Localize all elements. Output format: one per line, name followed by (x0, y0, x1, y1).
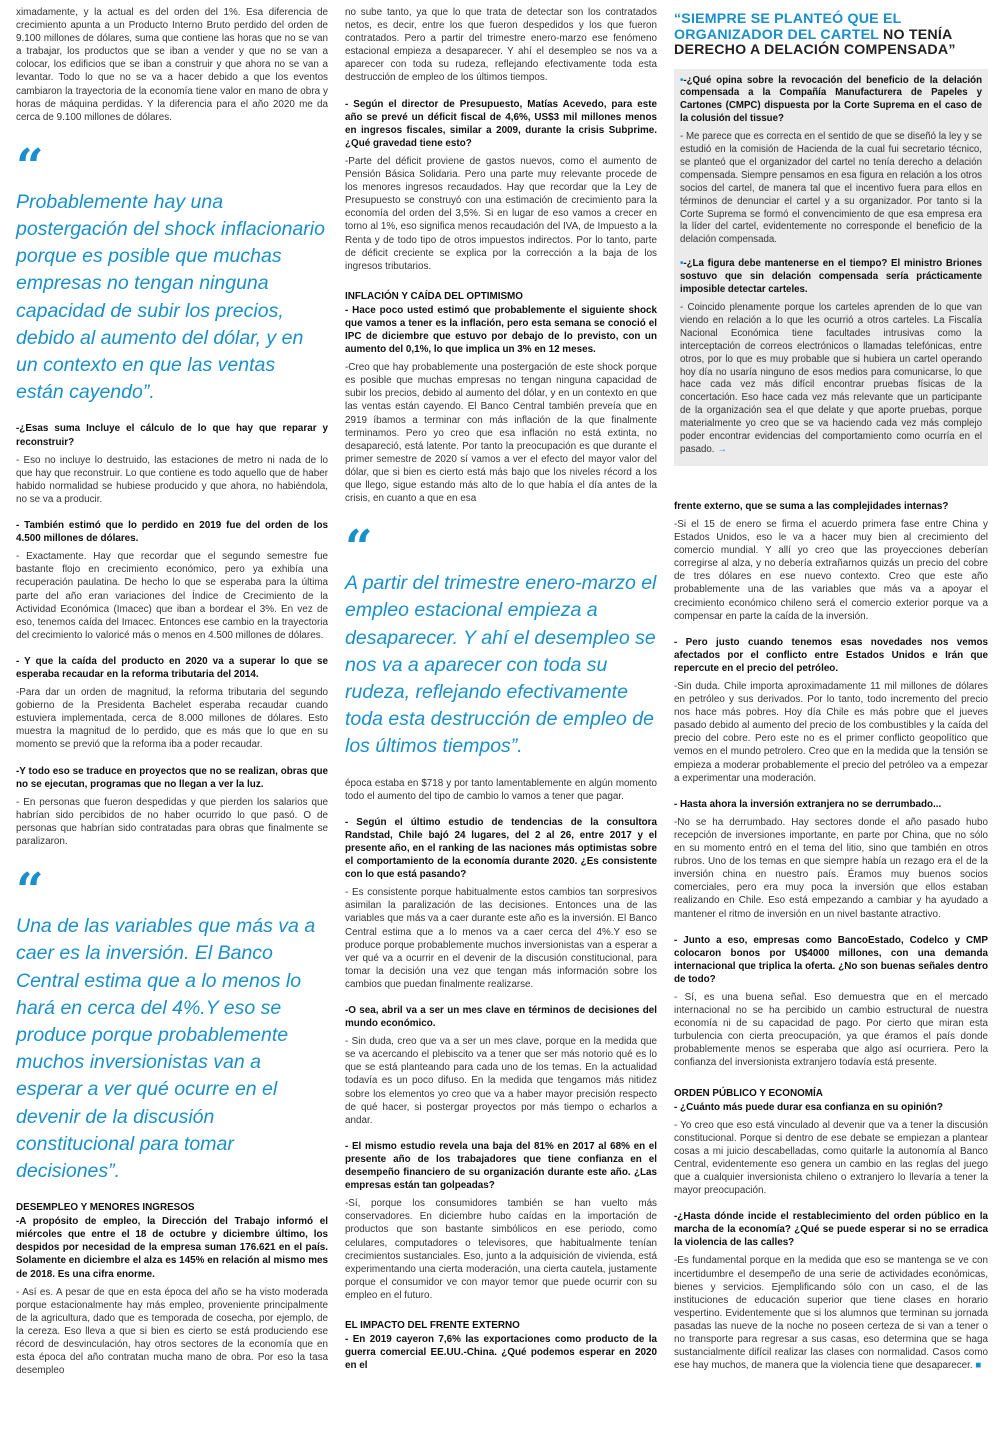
answer: - Sin duda, creo que va a ser un mes clave, porque en la medida que se va acercando el plebiscito va a tener que ser más notorio qué es lo que se está planteando para cada uno de los temas. En la actualidad todavía es un poco difuso. En la medida que tengamos más nitidez sobre los elementos yo creo que va a haber mayor precisión respecto de qué hacer, si postergar proyectos por más tiempo o echarlos a andar. (345, 1036, 657, 1126)
answer: -Creo que hay probablemente una postergación de este shock porque es posible que muchas empresas no tengan ninguna capacidad de subir los precios, debido al aumento del dólar, y en un contexto en que las ventas están cayendo. El Banco Central también preveía que en 2919 íbamos a terminar con más inflación de la que finalmente terminamos. Pero yo creo que esa inflación no está extinta, no desapareció, está latente. Por tanto la preocupación es que durante el primer semestre de 2020 sí vamos a ver el efecto del mayor valor del dólar, que si bien es cierto está más bajo que los niveles récord a los que llego, sigue estando más alto de lo que había el día antes de la crisis, en cuanto a que en esa (345, 362, 657, 505)
question: -A propósito de empleo, la Dirección del Trabajo informó el miércoles que entre el 18 de octubre y diciembre último, los despidos por necesidad de la empresa suman 176.621 en el país. Solamente en diciembre el alza es 145% en relación al mismo mes de 2018. Es una cifra enorme. (16, 1216, 328, 1280)
question: - El mismo estudio revela una baja del 81% en 2017 al 68% en el presente año de los trabajadores que tiene confianza en el desempeño financiero de su organización durante este año. ¿Las empresas están tan golpeadas? (345, 1140, 657, 1192)
sidebar-answer: - Me parece que es correcta en el sentido de que se diseñó la ley y se estudió en la comisión de Hacienda de la cual fui secretario técnico, se planteó que el organizador del cartel no tenía derecho a delación compensada. Siempre pensamos en esa figura en relación a los otros socios del cartel, de manera tal que el incentivo fuera para ellos en términos de denunciar el cartel y a su organizador. Por tanto si la Corte Suprema se formó el convencimiento de que esa empresa era la líder del cartel, evidentemente no corresponde el beneficio de la delación compensada. (680, 131, 982, 246)
section-subheading: INFLACIÓN Y CAÍDA DEL OPTIMISMO (345, 290, 523, 302)
answer-continued: época estaba en $718 y por tanto lamentablemente en algún momento todo el aumento del tipo de cambio lo vamos a tener que pagar. (345, 777, 657, 802)
answer: - Sí, es una buena señal. Eso demuestra que en el mercado internacional no se ha percibido un cambio estructural de nuestra economía ni de su capacidad de pago. Por cierto que miran esta turbulencia con cierta preocupación, ya que éramos el país donde probablemente menos se esperaba que algo así ocurriera. Pero la confianza del inversionista extranjero todavía está presente. (674, 991, 988, 1069)
section-subheading: ORDEN PÚBLICO Y ECONOMÍA (674, 1087, 823, 1099)
column-2 (345, 6, 657, 1377)
sidebar-answer: - Coincido plenamente porque los carteles aprenden de lo que van viendo en relación a lo que les ocurrió a otros carteles. La Fiscalía Nacional Económica tiene facultades intrusivas como la interceptación de correos electrónicos o llamadas telefónicas, entre otros, por lo que es muy probable que si hubiera un cartel operando hoy día no usaría ninguno de esos medios para comunicarse, lo que hace cada vez más difícil encontrar pruebas físicas de la concertación. Eso hace cada vez más relevante que un participante de la organización sea el que delate y que aporte pruebas, porque materialmente yo creo que se va haciendo cada vez más complejo poder encontrar evidencias del comportamiento como ocurría en el pasado. (680, 302, 982, 455)
question: - En 2019 cayeron 7,6% las exportaciones como producto de la guerra comercial EE.UU.-China. ¿Qué podemos esperar en 2020 en el (345, 1333, 657, 1372)
question: - Hace poco usted estimó que probablemente el siguiente shock que vamos a tener es la inflación, pero esta semana se conoció el IPC de diciembre que estuvo por debajo de lo previsto, con un aumento del 0,1%, lo que implica un 3% en 12 meses. (345, 304, 657, 356)
answer-continued: no sube tanto, ya que lo que trata de detectar son los contratados netos, es decir, entre los que fueron despedidos y los que fueron contratados. Pero a partir del trimestre enero-marzo ese fenómeno estacional empieza a desaparecer. Y ahí el desempleo se nos va a aparecer con toda su rudeza, reflejando efectivamente toda esta destrucción de empleo de los últimos tiempos. (345, 7, 657, 84)
intro-paragraph: ximadamente, y la actual es del orden del 1%. Esa diferencia de crecimiento apunta a un Producto Interno Bruto perdido del orden de 9.100 millones de dólares, suma que contiene las horas que no se van a trabajar, los productos que se iban a vender y que no se van a colocar, los edificios que se iban a construir y que ahora no se van a levantar. Todo lo que no se va a hacer debido a que los eventos cambiaron la trayectoria de la economía tiene valor en mano de obra y horas de máquina perdidas. Y la diferencia para el año 2020 me da cerca de 9.100 millones de dólares. (16, 7, 328, 123)
question: - Pero justo cuando tenemos esas novedades nos vemos afectados por el conflicto entre Estados Unidos e Irán que repercute en el precio del petróleo. (674, 636, 988, 674)
column-3 (674, 6, 988, 1377)
question: - También estimó que lo perdido en 2019 fue del orden de los 4.500 millones de dólares. (16, 520, 328, 545)
answer: - Así es. A pesar de que en esta época del año se ha visto moderada porque estacionalmente hay más empleo, proveniente principalmente de la agricultura, dado que es temporada de cosecha, por ejemplo, de la cereza. Eso lleva a que si bien es cierto se está produciendo ese récord de desvinculación, hay otros sectores de la economía que en esta época del año contratan mucha mano de obra. Por eso la tasa desempleo (16, 1286, 328, 1377)
question: -¿Esas suma Incluye el cálculo de lo que hay que reparar y reconstruir? (16, 423, 328, 448)
sidebar-question: -¿Qué opina sobre la revocación del beneficio de la delación compensada a la Compañía Manufacturera de Papeles y Cartones (CMPC) dispuesta por la Corte Suprema en el caso de la colusión del tissue? (680, 74, 982, 125)
column-1 (16, 6, 328, 1382)
section-subheading: EL IMPACTO DEL FRENTE EXTERNO (345, 1319, 520, 1331)
answer: -Parte del déficit proviene de gastos nuevos, como el aumento de Pensión Básica Solidaria. Pero una parte muy relevante procede de los menores ingresos recaudados. Hay que recordar que la Ley de Presupuesto se construyó con una estimación de crecimiento para la economía del orden del 3,5%. Si en lugar de eso vamos a crecer en torno al 1%, eso significa menos recaudación del IVA, de Impuesto a la Renta y de todo tipo de otros impuestos indirectos. Por lo tanto, parte de déficit creciente se explica por la corrección a la baja de los ingresos tributarios. (345, 155, 657, 272)
pull-quote-investment: Una de las variables que más va a caer es la inversión. El Banco Central estima que a lo menos lo hará en cerca del 4%.Y eso se produce porque probablemente muchos inversionistas van a esperar a ver qué ocurre en el devenir de la discusión constitucional para tomar decisiones”. (16, 915, 316, 1182)
quote-mark-icon: “ (16, 863, 44, 920)
answer: - Es consistente porque habitualmente estos cambios tan sorpresivos asimilan la paralización de las decisiones. Entonces una de las variables que más va a caer durante este año es la inversión. El Banco Central estima que a lo menos va a caer cerca del 4%.Y eso se produce porque probablemente muchos inversionistas van a esperar a ver qué va a ocurrir en el devenir de la discusión constitucional, para tomar la decisión una vez que tengan más información sobre los cambios que puedan finalmente realizarse. (345, 887, 657, 990)
quote-mark-icon: “ (16, 138, 44, 195)
headline-dark: NO TENÍA DERECHO A DELACIÓN COMPENSADA” (674, 26, 956, 58)
answer: - Eso no incluye lo destruido, las estaciones de metro ni nada de lo que hay que reconstruir. Lo que contiene es todo aquello que de haber habido normalidad se hubiese producido y que ahora, no habiéndola, no se va a producir. (16, 454, 328, 505)
answer: -Si el 15 de enero se firma el acuerdo primera fase entre China y Estados Unidos, eso le va a hacer muy bien al crecimiento del comercio mundial. Y allí yo creo que las proyecciones deberían corregirse al alza, y no debería extrañarnos quizás un precio del cobre de tres dólares en ese nuevo contexto. Creo que este año probablemente una de las variables que más va a apoyar el crecimiento económico chileno será el comercio exterior porque va a compensar en parte la caída de la inversión. (674, 518, 988, 622)
answer: - Exactamente. Hay que recordar que el segundo semestre fue bastante flojo en crecimiento económico, pero ya exhibía una recuperación paulatina. De hecho lo que se esperaba para la última parte del año eran variaciones del Índice de Crecimiento de la Actividad Económica (Imacec) que iban a bordear el 3%. En vez de eso, tenemos caída del Imacec. Entonces ese cambio en la trayectoria del crecimiento lo valoricé más o menos en 4.500 millones de dólares. (16, 551, 328, 641)
sidebar-panel (674, 69, 988, 466)
question: -O sea, abril va a ser un mes clave en términos de decisiones del mundo económico. (345, 1005, 657, 1030)
bullet-dot-icon: • (680, 258, 684, 270)
question: - Y que la caída del producto en 2020 va a superar lo que se esperaba recaudar en la reforma tributaria del 2014. (16, 655, 328, 680)
section-subheading: DESEMPLEO Y MENORES INGRESOS (16, 1202, 195, 1214)
answer: -No se ha derrumbado. Hay sectores donde el año pasado hubo recepción de inversiones importante, en parte por China, que no sólo en su momento entró en el tema del litio, sino que también en otros rubros. Uno de los temas en que siempre había un rezago era el de la inversión china en nuestro país. Éramos muy buenos socios comerciales, pero era muy poca la inversión que ellos estaban realizando en Chile. Eso está empezando a cambiar y ha ayudado a mantener el ritmo de inversión en un nivel bastante atractivo. (674, 816, 988, 920)
sidebar-question: -¿La figura debe mantenerse en el tiempo? El ministro Briones sostuvo que sin delación compensada sería prácticamente imposible detectar carteles. (680, 258, 982, 296)
answer: -Para dar un orden de magnitud, la reforma tributaria del segundo gobierno de la Presidenta Bachelet esperaba recaudar cuando estuviera implementada, cerca de 8.000 millones de dólares. Esto muestra la magnitud de lo perdido, que es más que lo que en su momento se previó que la reforma iba a poder recaudar. (16, 687, 328, 751)
answer: - En personas que fueron despedidas y que pierden los salarios que habrían sido percibidos de no haber ocurrido lo que pasó. O de personas que habrían sido contratadas para obras que finalmente se paralizaron. (16, 796, 328, 847)
quote-mark-icon: “ (345, 520, 373, 577)
question: - Hasta ahora la inversión extranjera no se derrumbado... (674, 798, 942, 810)
sidebar-headline (674, 12, 988, 59)
question: - ¿Cuánto más puede durar esa confianza en su opinión? (674, 1101, 943, 1113)
question: - Junto a eso, empresas como BancoEstado, Codelco y CMP colocaron bonos por U$4000 millones, con una demanda internacional que triplica la oferta. ¿No son buenas señales dentro de todo? (674, 934, 988, 985)
pull-quote-employment: A partir del trimestre enero-marzo el empleo estacional empieza a desaparecer. Y ahí el desempleo se nos va a aparecer con toda su rudeza, reflejando efectivamente toda esta destrucción de empleo de los últimos tiempos”. (345, 572, 657, 758)
answer: -Sí, porque los consumidores también se han vuelto más conservadores. En diciembre hubo caídas en la importación de productos que son bastante simbólicos en ese periodo, como celulares, computadores o televisores, que habitualmente tenían crecimientos sustanciales. Eso, junto a la adquisición de vivienda, está experimentando una cierta moderación, una cierta cautela, justamente porque el consumidor ve con mayor temor que puede ocurrir con su empleo en el futuro. (345, 1198, 657, 1301)
question: -¿Hasta dónde incide el restablecimiento del orden público en la marcha de la economía? ¿Qué se puede esperar si no se erradica la violencia de las calles? (674, 1211, 988, 1249)
answer: -Sin duda. Chile importa aproximadamente 11 mil millones de dólares en petróleo y sus derivados. Por lo tanto, todo incremento del precio nos hace más pobres. Hoy día Chile es más pobre que el jueves pasado debido al aumento del precio de los combustibles y la caída del precio del cobre. Pero este no es el primer conflicto geopolítico que vemos en el mundo petrolero. Creo que en la medida que la tensión se empieza a moderar probablemente el precio del petróleo va a empezar a experimentar una moderación. (674, 681, 988, 784)
question-continued: frente externo, que se suma a las complejidades internas? (674, 500, 949, 512)
answer: - Yo creo que eso está vinculado al devenir que va a tener la discusión constitucional. Porque si dentro de ese debate se empiezan a plantear cosas a mi juicio descabelladas, como quitarle la autonomía al Banco Central, evidentemente eso genera un cambio en las reglas del juego que a cualquier inversionista chileno o extranjero lo llevaría a tener la mayor preocupación. (674, 1119, 988, 1197)
answer: -Es fundamental porque en la medida que eso se mantenga se ve con incertidumbre el desempeño de una serie de actividades económicas, bienes y servicios. Ejemplificando sólo con un caso, el de las instituciones de educación superior que tiene clases en horario vespertino. Evidentemente que si los alumnos que terminan su jornada pasadas las nueve de la noche no poseen certeza de si van a tener o no transporte para regresar a sus casas, eso determina que se haga sustancialmente difícil realizar las clases con normalidad. Casos como ese hay muchos, de manera que la violencia tiene que desaparecer. (674, 1255, 988, 1372)
question: -Y todo eso se traduce en proyectos que no se realizan, obras que no se ejecutan, programas que no llegan a ver la luz. (16, 765, 328, 790)
end-arrow-icon: → (717, 443, 727, 455)
pull-quote-inflation: Probablemente hay una postergación del shock inflacionario porque es posible que muchas empresas no tengan ninguna capacidad de subir los precios, debido al aumento del dólar, y en un contexto en que las ventas están cayendo”. (16, 190, 325, 404)
bullet-dot-icon: • (680, 74, 684, 86)
question: - Según el último estudio de tendencias de la consultora Randstad, Chile bajó 24 lugares, del 2 al 26, entre 2017 y el presente año, en el ranking de las naciones más optimistas sobre el comportamiento de la economía durante 2020. ¿Es consistente con lo que está pasando? (345, 816, 657, 881)
question: - Según el director de Presupuesto, Matías Acevedo, para este año se prevé un déficit fiscal de 4,6%, US$3 mil millones menos en ingresos fiscales, similar a 2009, durante la crisis Subprime. ¿Qué gravedad tiene esto? (345, 98, 657, 149)
end-square-icon: ■ (975, 1360, 982, 1372)
headline-blue: “SIEMPRE SE PLANTEÓ QUE EL ORGANIZADOR DEL CARTEL (674, 11, 902, 43)
